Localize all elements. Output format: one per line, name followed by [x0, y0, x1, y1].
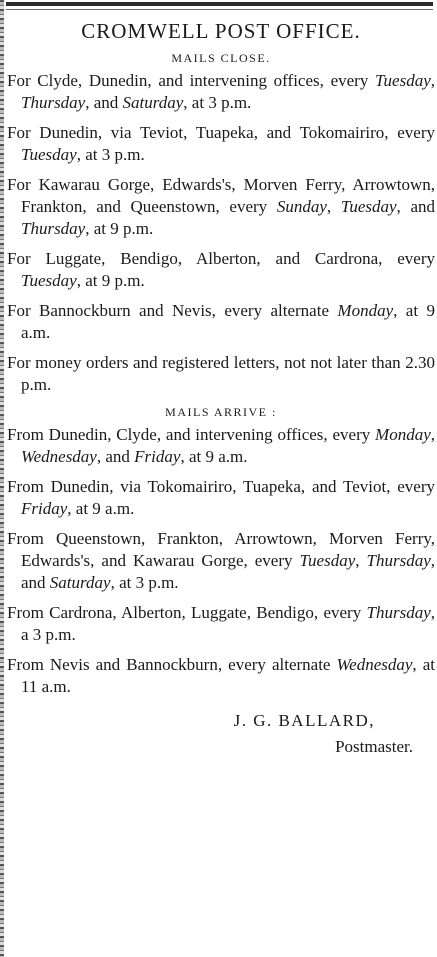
day-name: Wednesday [21, 447, 97, 466]
entry-text: , at 3 p.m. [183, 93, 252, 112]
entry-text: For Dunedin, via Teviot, Tuapeka, and Tokomairiro, every [7, 123, 435, 142]
mail-arrive-entry [7, 528, 435, 594]
day-name: Thursday [21, 219, 86, 238]
mail-close-entry [7, 248, 435, 292]
entry-text: For Kawarau Gorge, Edwards's, Morven Ferry, Arrowtown, Frankton, and Queenstown, every [7, 175, 435, 216]
day-name: Tuesday [375, 71, 431, 90]
mail-arrive-entry [7, 654, 435, 698]
entry-text: , at 9 p.m. [76, 271, 145, 290]
entry-text: , [430, 425, 435, 444]
entry-text: , and [396, 197, 436, 216]
notice-title: CROMWELL POST OFFICE. [81, 19, 361, 43]
entry-text: , [326, 197, 341, 216]
signatory-role: Postmaster. [335, 737, 413, 756]
entry-text: , and [96, 447, 135, 466]
day-name: Friday [134, 447, 181, 466]
entry-text: , at 9 a.m. [21, 301, 435, 342]
day-name: Sunday [276, 197, 327, 216]
mails-close-list [7, 70, 435, 396]
entry-text: For Clyde, Dunedin, and intervening offices, every [7, 71, 376, 90]
day-name: Saturday [122, 93, 184, 112]
scan-edge [0, 0, 4, 957]
signature: J. G. BALLARD, [233, 711, 375, 730]
entry-text: For Bannockburn and Nevis, every alternate [7, 301, 338, 320]
mail-arrive-entry [7, 476, 435, 520]
top-rule [6, 2, 433, 6]
entry-text: , and [21, 551, 435, 592]
entry-text: , at 3 p.m. [76, 145, 145, 164]
notice [7, 18, 435, 758]
entry-text: From Cardrona, Alberton, Luggate, Bendigo, every [7, 603, 367, 622]
entry-text: , at 9 p.m. [85, 219, 154, 238]
top-rule-thin [6, 9, 433, 10]
entry-text: , [355, 551, 367, 570]
day-name: Friday [21, 499, 68, 518]
entry-text: , at 9 a.m. [180, 447, 248, 466]
mail-close-entry [7, 300, 435, 344]
day-name: Tuesday [21, 271, 77, 290]
mail-close-entry [7, 352, 435, 396]
day-name: Monday [337, 301, 394, 320]
mail-arrive-entry [7, 602, 435, 646]
day-name: Tuesday [299, 551, 356, 570]
entry-text: From Dunedin, via Tokomairiro, Tuapeka, and Teviot, every [7, 477, 435, 496]
mail-close-entry [7, 122, 435, 166]
entry-text: From Queenstown, Frankton, Arrowtown, Morven Ferry, Edwards's, and Kawarau Gorge, every [7, 529, 435, 570]
day-name: Monday [375, 425, 431, 444]
day-name: Tuesday [340, 197, 397, 216]
day-name: Thursday [366, 603, 431, 622]
mails-arrive-list [7, 424, 435, 698]
entry-text: , at 9 a.m. [67, 499, 135, 518]
entry-text: , and [85, 93, 123, 112]
mail-close-entry [7, 70, 435, 114]
day-name: Thursday [366, 551, 431, 570]
entry-text: , at 11 a.m. [21, 655, 435, 696]
mail-arrive-entry [7, 424, 435, 468]
day-name: Thursday [21, 93, 86, 112]
day-name: Wednesday [336, 655, 413, 674]
entry-text: For money orders and registered letters, not not later than 2.30 p.m. [7, 353, 435, 394]
mails-arrive-heading: MAILS ARRIVE : [165, 405, 277, 419]
mail-close-entry [7, 174, 435, 240]
entry-text: , a 3 p.m. [21, 603, 435, 644]
mails-close-heading: MAILS CLOSE. [171, 51, 271, 65]
day-name: Saturday [49, 573, 111, 592]
entry-text: From Dunedin, Clyde, and intervening offices, every [7, 425, 376, 444]
entry-text: , [430, 71, 435, 90]
entry-text: For Luggate, Bendigo, Alberton, and Cardrona, every [7, 249, 435, 268]
day-name: Tuesday [21, 145, 77, 164]
entry-text: , at 3 p.m. [110, 573, 179, 592]
entry-text: From Nevis and Bannockburn, every alternate [7, 655, 337, 674]
